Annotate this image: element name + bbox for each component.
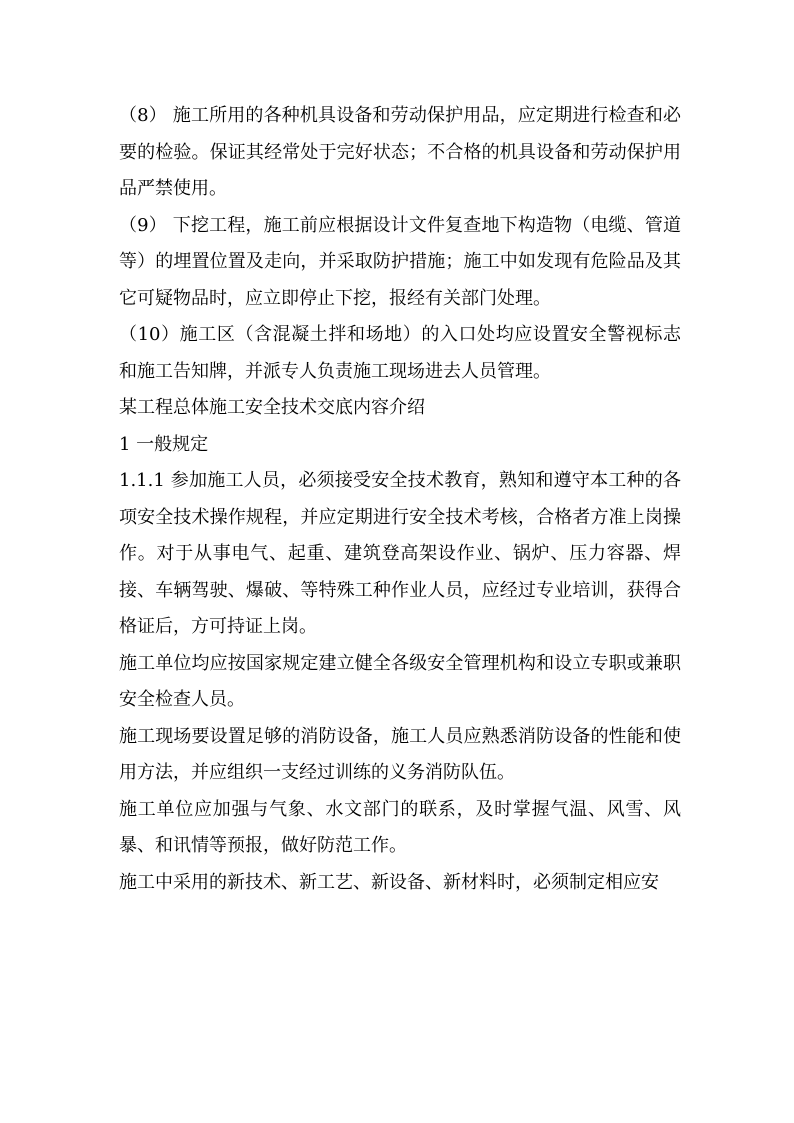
document-body [119,98,681,901]
subsection-heading: 1 一般规定 [119,433,209,455]
paragraph-new-technology: 施工中采用的新技术、新工艺、新设备、新材料时，必须制定相应安 [119,871,659,893]
paragraph-safety-organization: 施工单位均应按国家规定建立健全各级安全管理机构和设立专职或兼职安全检查人员。 [119,652,681,710]
paragraph-1-1-1: 1.1.1 参加施工人员，必须接受安全技术教育，熟知和遵守本工种的各项安全技术操作规程，并应定期进行安全技术考核，合格者方准上岗操作。对于从事电气、起重、建筑登高架设作业、锅炉、压力容器、焊接、车辆驾驶、爆破、等特殊工种作业人员，应经过专业培训，获得合格证后，方可持证上岗。 [119,470,681,637]
paragraph-10: （10）施工区（含混凝土拌和场地）的入口处均应设置安全警视标志和施工告知牌，并派专人负责施工现场进去人员管理。 [119,324,681,382]
paragraph-fire-equipment: 施工现场要设置足够的消防设备，施工人员应熟悉消防设备的性能和使用方法，并应组织一支经过训练的义务消防队伍。 [119,725,681,783]
paragraph-weather-liaison: 施工单位应加强与气象、水文部门的联系，及时掌握气温、风雪、风暴、和讯情等预报，做好防范工作。 [119,798,681,856]
paragraph-8: （8） 施工所用的各种机具设备和劳动保护用品，应定期进行检查和必要的检验。保证其经常处于完好状态；不合格的机具设备和劳动保护用品严禁使用。 [119,105,681,199]
section-heading: 某工程总体施工安全技术交底内容介绍 [119,397,425,418]
paragraph-9: （9） 下挖工程，施工前应根据设计文件复查地下构造物（电缆、管道等）的埋置位置及走向，并采取防护措施；施工中如发现有危险品及其它可疑物品时，应立即停止下挖，报经有关部门处理。 [119,214,681,309]
